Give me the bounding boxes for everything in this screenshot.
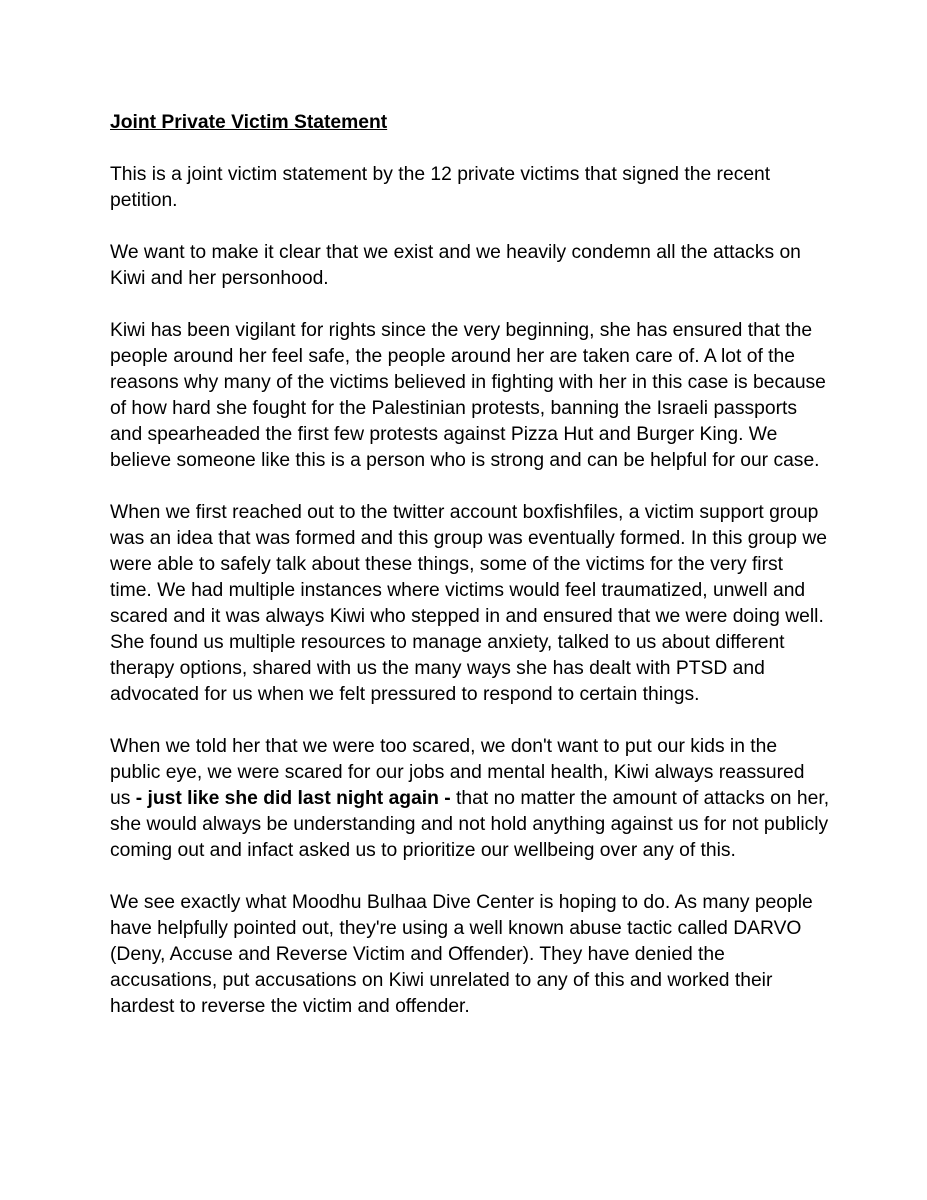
paragraph-intro: This is a joint victim statement by the 12 private victims that signed the recent petition. — [110, 164, 771, 211]
paragraph-reassured-start: When we told her that we were too scared, we don't want to put our kids in the public eye, we were scared for our jobs and mental health, Kiwi always reassured us — [110, 736, 805, 809]
document-page — [110, 110, 830, 1020]
paragraph-reassured-emphasis: - just like she did last night again - — [135, 788, 451, 809]
paragraph-reassured-end: that no matter the amount of attacks on her, she would always be understanding and not hold anything against us for not publicly coming out and infact asked us to prioritize our wellbeing over any of this. — [110, 788, 830, 861]
paragraph-vigilant: Kiwi has been vigilant for rights since the very beginning, she has ensured that the people around her feel safe, the people around her are taken care of. A lot of the reasons why many of the victims believed in fighting with her in this case is because of how hard she fought for the Palestinian protests, banning the Israeli passports and spearheaded the first few protests against Pizza Hut and Burger King. We believe someone like this is a person who is strong and can be helpful for our case. — [110, 320, 826, 471]
paragraph-darvo: We see exactly what Moodhu Bulhaa Dive Center is hoping to do. As many people have helpfully pointed out, they're using a well known abuse tactic called DARVO (Deny, Accuse and Reverse Victim and Offender). They have denied the accusations, put accusations on Kiwi unrelated to any of this and worked their hardest to reverse the victim and offender. — [110, 892, 813, 1017]
paragraph-reassured — [110, 734, 830, 864]
paragraph-condemn: We want to make it clear that we exist and we heavily condemn all the attacks on Kiwi and her personhood. — [110, 242, 801, 289]
document-title: Joint Private Victim Statement — [110, 112, 388, 133]
paragraph-support-group: When we first reached out to the twitter account boxfishfiles, a victim support group was an idea that was formed and this group was eventually formed. In this group we were able to safely talk about these things, some of the victims for the very first time. We had multiple instances where victims would feel traumatized, unwell and scared and it was always Kiwi who stepped in and ensured that we were doing well. She found us multiple resources to manage anxiety, talked to us about different therapy options, shared with us the many ways she has dealt with PTSD and advocated for us when we felt pressured to respond to certain things. — [110, 502, 828, 705]
